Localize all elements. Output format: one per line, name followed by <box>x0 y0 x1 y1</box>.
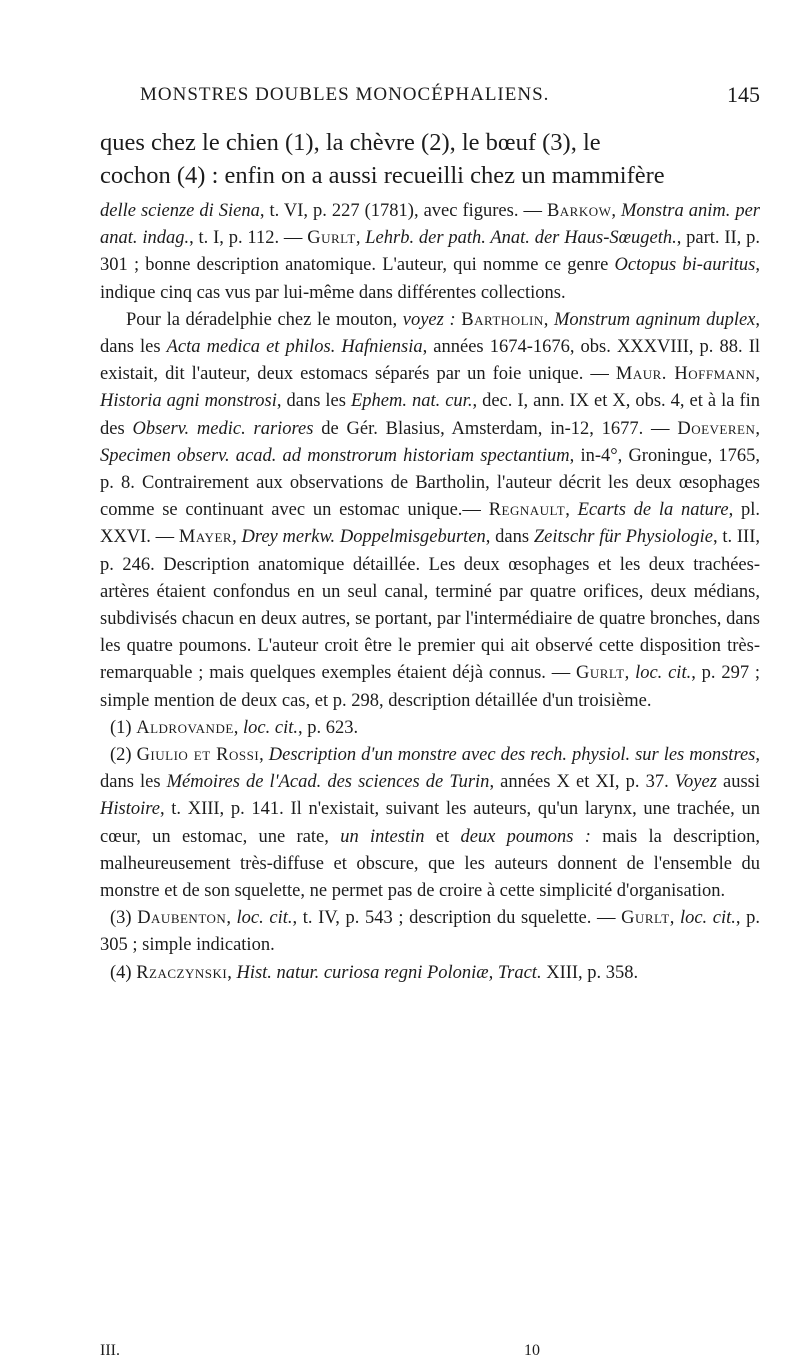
citation-abbrev: loc. cit. <box>679 908 736 929</box>
footnote-marker: (4) <box>110 962 137 983</box>
text-run: , dans les <box>100 309 761 358</box>
footnote-2 <box>100 742 760 905</box>
text-run: , t. IV, p. 543 ; description du squelette. — <box>292 908 622 929</box>
text-run: , indique cinq cas vus par lui-même dans différentes collections. <box>100 255 761 303</box>
text-run: , <box>624 663 636 684</box>
page-number: 145 <box>727 82 760 107</box>
text-run: , p. 297 ; simple mention de deux cas, et p. 298, description détaillée d'un troisième. <box>100 663 761 711</box>
work-title: Histoire <box>100 799 160 820</box>
text-run: , t. XIII, p. 141. Il n'existait, suivant les auteurs, qu'un larynx, une trachée, un cœur, un estomac, une rate, <box>100 799 760 847</box>
work-title: Observ. medic. rariores <box>132 418 314 439</box>
footnote-3 <box>100 905 760 959</box>
text-run: , dans les <box>100 745 760 793</box>
running-head: MONSTRES DOUBLES MONOCÉPHALIENS. <box>140 84 550 105</box>
footnote-1 <box>100 715 760 742</box>
author-name: Giulio et Rossi <box>136 745 260 766</box>
text-run: , dans les <box>276 391 351 412</box>
text-run: , t. III, p. 246. Description anatomique détaillée. Les deux œsophages et les deux trachées-artères étaient confondus en un seul canal, terminé par quatre orifices, deux médians, subdivisés chacun en deux autres, se portant, par l'intermédiaire de quatre bronches, dans les quatre poumons. L'auteur croit être le premier qui ait observé cette disposition très-remarquable ; mais quelques exemples étaient déjà connus. — <box>100 527 760 684</box>
text-run-italic: deux poumons : <box>460 826 591 847</box>
text-run: , <box>259 745 269 766</box>
work-title: Historia agni monstrosi <box>100 391 277 412</box>
text-run: , <box>227 962 237 983</box>
footnote-4 <box>100 960 760 987</box>
note-continuation <box>100 198 760 307</box>
text-run: Pour la déradelphie chez le mouton, <box>126 309 403 330</box>
sheet-number: 10 <box>524 1342 540 1359</box>
author-name: Doeveren <box>677 418 756 439</box>
text-run: , <box>755 364 760 385</box>
text-run: aussi <box>716 772 760 793</box>
text-run: , <box>543 309 555 330</box>
journal-title: Mémoires de l'Acad. des sciences de Turin <box>166 772 490 793</box>
text-run: , t. I, p. 112. — <box>189 228 308 249</box>
text-run: , dec. I, ann. IX et X, obs. 4, et à la fin des <box>100 391 761 439</box>
citation-abbrev: loc. cit. <box>236 908 293 929</box>
text-run: , <box>232 527 242 548</box>
work-title: Monstra anim. per anat. indag. <box>100 201 760 249</box>
work-title: Specimen observ. acad. ad monstrorum historiam spectantium <box>100 445 570 466</box>
work-title: Monstrum agninum duplex <box>554 309 756 330</box>
notes-section <box>100 198 760 987</box>
text-run: , pl. XXVI. — <box>100 500 760 548</box>
text-run: , in-4°, Groningue, 1765, p. 8. Contrairement aux observations de Bartholin, l'auteur décrit les deux œsophages comme se continuant avec un estomac unique.— <box>100 445 760 521</box>
author-name: Rzaczynski <box>136 962 228 983</box>
text-run: , p. 305 ; simple indication. <box>100 908 760 956</box>
text-run: , part. II, p. 301 ; bonne description anatomique. L'auteur, qui nomme ce genre <box>100 228 760 276</box>
page-header <box>140 84 760 114</box>
text-run: de Gér. Blasius, Amsterdam, in-12, 1677. — <box>313 418 678 439</box>
genus-name: Octopus bi-auritus <box>614 255 756 276</box>
text-run: , <box>755 418 760 439</box>
author-name: Daubenton <box>137 908 227 929</box>
text-run: XIII, p. 358. <box>541 962 639 983</box>
author-name: Regnault <box>488 500 566 521</box>
footnote-marker: (3) <box>110 908 138 929</box>
page-footer <box>100 1342 760 1366</box>
text-run: , <box>233 717 244 738</box>
author-name: Bartholin <box>461 309 544 330</box>
text-run-italic: voyez : <box>402 309 456 330</box>
journal-title: Ephem. nat. cur. <box>350 391 473 412</box>
journal-title: Zeitschr für Physiologie <box>533 527 713 548</box>
work-title: Ecarts de la nature <box>577 500 729 521</box>
text-run: , années X et XI, p. 37. <box>489 772 675 793</box>
text-run: , <box>355 228 366 249</box>
work-title: Description d'un monstre avec des rech. physiol. sur les monstres <box>268 745 756 766</box>
text-run: , <box>611 201 622 221</box>
note-paragraph <box>100 307 760 715</box>
work-title: Drey merkw. Doppelmisgeburten <box>241 527 486 548</box>
author-name: Barkow <box>546 201 612 221</box>
author-name: Gurlt <box>621 908 670 929</box>
work-title: Lehrb. der path. Anat. der Haus-Sœugeth. <box>365 228 677 249</box>
citation-abbrev: loc. cit. <box>243 717 298 738</box>
main-text-line: ques chez le chien (1), la chèvre (2), le bœuf (3), le <box>100 129 601 156</box>
text-run-italic: Voyez <box>674 772 717 793</box>
main-text <box>100 126 760 192</box>
journal-title: delle scienze di Siena <box>100 201 260 221</box>
text-run: et <box>424 826 461 847</box>
text-run: , dans <box>485 527 534 548</box>
text-run: , années 1674-1676, obs. XXXVIII, p. 88. Il existait, dit l'auteur, deux estomacs séparés par un foie unique. — <box>100 337 760 385</box>
text-run: mais la description, malheureusement très-diffuse et obscure, que les auteurs donnent de l'ensemble du monstre et de son squelette, ne permet pas de croire à cette simplicité d'organisation. <box>100 826 760 902</box>
text-run: , t. VI, p. 227 (1781), avec figures. — <box>259 201 547 221</box>
text-run: , <box>226 908 237 929</box>
text-run: , p. 623. <box>298 717 359 738</box>
footnote-marker: (2) <box>110 745 137 766</box>
author-name: Gurlt <box>307 228 356 249</box>
work-title: Hist. natur. curiosa regni Poloniæ, Tract. <box>236 962 542 983</box>
main-text-line: cochon (4) : enfin on a aussi recueilli chez un mammifère <box>100 162 665 189</box>
citation-abbrev: loc. cit. <box>635 663 692 684</box>
footnote-marker: (1) <box>110 717 137 738</box>
text-run-italic: un intestin <box>340 826 425 847</box>
author-name: Mayer <box>178 527 233 548</box>
author-name: Maur. Hoffmann <box>615 364 756 385</box>
author-name: Gurlt <box>576 663 625 684</box>
volume-signature: III. <box>100 1342 120 1359</box>
journal-title: Acta medica et philos. Hafniensia <box>166 337 423 358</box>
text-run: , <box>669 908 680 929</box>
text-run: , <box>565 500 578 521</box>
author-name: Aldrovande <box>136 717 234 738</box>
